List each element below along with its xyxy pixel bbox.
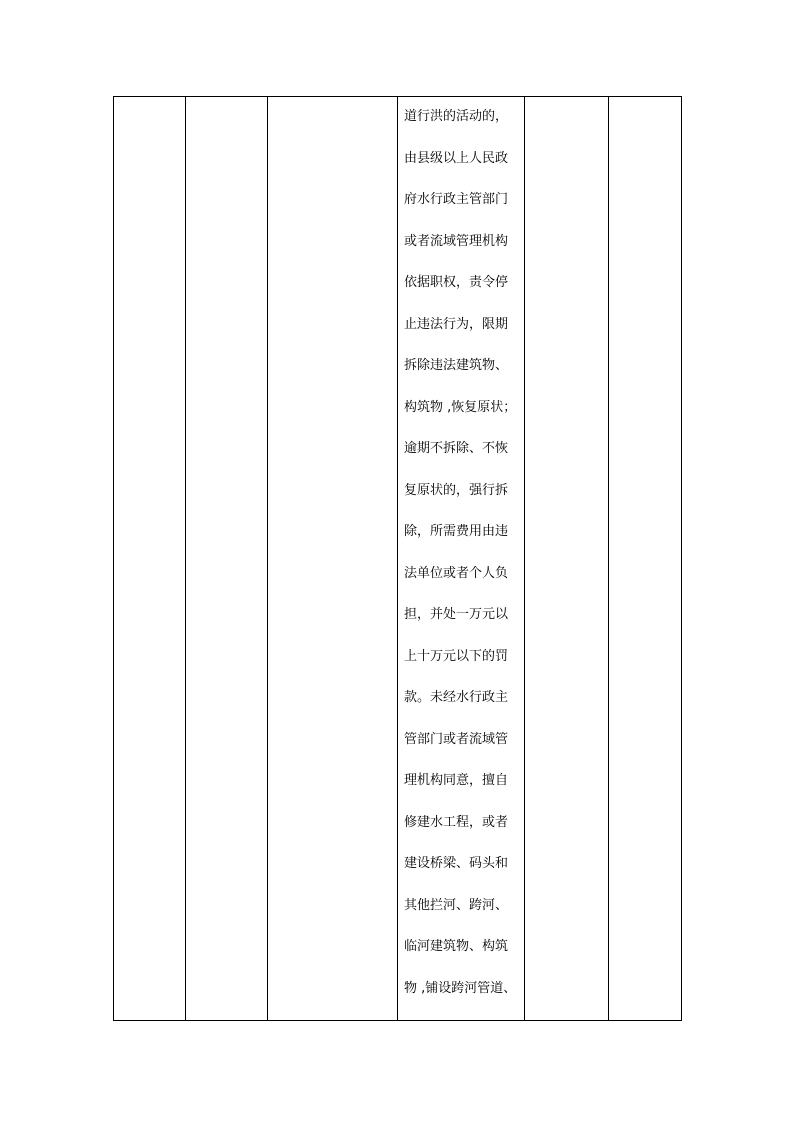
text-line: 物 ,铺设跨河管道、: [404, 980, 517, 996]
table-cell-3: [268, 97, 398, 1021]
text-line: 管部门或者流域管: [404, 731, 509, 747]
text-line: 修建水工程，或者: [404, 814, 509, 830]
text-line: 或者流域管理机构: [404, 233, 509, 249]
table-cell-6: [609, 97, 682, 1021]
text-line: 临河建筑物、构筑: [404, 939, 509, 954]
text-line: 理机构同意，擅自: [404, 773, 509, 788]
table-cell-1: [114, 97, 186, 1021]
text-line: 逾期不拆除、不恢: [404, 441, 509, 456]
text-line: 款。未经水行政主: [404, 690, 509, 705]
text-line: 拆除违法建筑物、: [404, 358, 509, 373]
text-line: 建设桥梁、码头和: [404, 856, 509, 871]
text-line: 除，所需费用由违: [404, 524, 509, 539]
text-line: 构筑物 ,恢复原状；: [404, 399, 517, 415]
text-line: 止违法行为，限期: [404, 316, 509, 332]
table-cell-5: [525, 97, 609, 1021]
table-cell-4: [398, 97, 525, 1021]
text-line: 道行洪的活动的，: [404, 109, 509, 124]
text-line: 府水行政主管部门: [404, 192, 509, 207]
text-line: 法单位或者个人负: [404, 565, 509, 581]
text-line: 上十万元以下的罚: [404, 648, 509, 664]
document-table: [113, 96, 682, 1021]
penalty-text-block: [398, 97, 524, 1020]
text-line: 担，并处一万元以: [404, 607, 509, 622]
text-line: 由县级以上人民政: [404, 150, 509, 166]
text-line: 依据职权，责令停: [404, 275, 509, 290]
table-cell-2: [186, 97, 268, 1021]
table-row: [114, 97, 682, 1021]
text-line: 其他拦河、跨河、: [404, 897, 509, 913]
text-line: 复原状的，强行拆: [404, 482, 509, 498]
